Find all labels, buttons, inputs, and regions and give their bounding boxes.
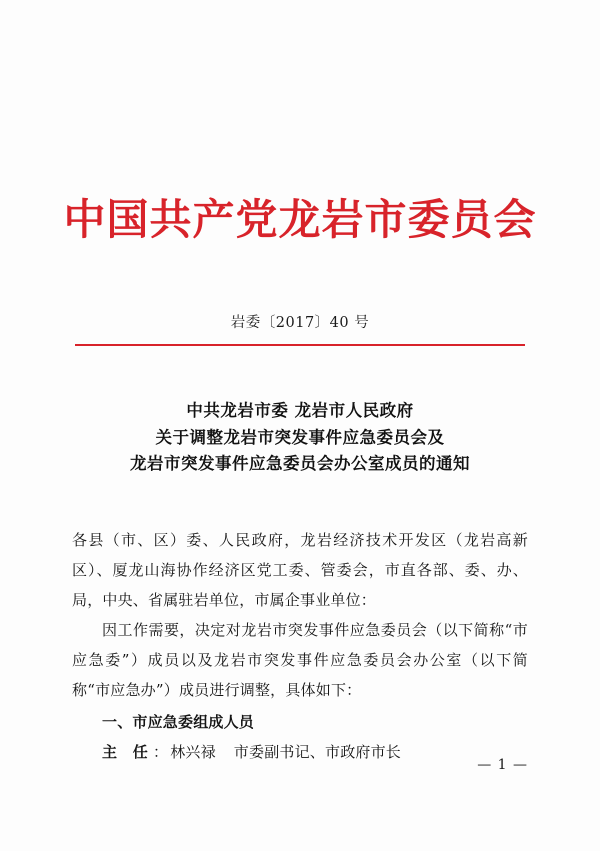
document-title	[0, 398, 600, 478]
section-heading-committee-members: 一、市应急委组成人员	[102, 713, 255, 731]
role-row-director	[72, 737, 528, 767]
red-divider-rule	[75, 344, 525, 346]
paragraph-addressees: 各县（市、区）委、人民政府，龙岩经济技术开发区（龙岩高新区）、厦龙山海协作经济区党工委、管委会，市直各部、委、办、局，中央、省属驻岩单位，市属企事业单位：	[72, 531, 528, 609]
document-number: 岩委〔2017〕40 号	[230, 315, 370, 331]
title-line-3: 龙岩市突发事件应急委员会办公室成员的通知	[130, 454, 470, 474]
role-colon: ：	[152, 743, 169, 761]
page-number: — 1 —	[477, 757, 528, 773]
paragraph-intro: 因工作需要，决定对龙岩市突发事件应急委员会（以下简称“市应急委”）成员以及龙岩市突发事件应急委员会办公室（以下简称“市应急办”）成员进行调整，具体如下：	[72, 621, 528, 699]
role-person-name: 林兴禄	[170, 743, 216, 761]
role-person-position: 市委副书记、市政府市长	[233, 743, 401, 761]
role-label: 主 任	[102, 743, 153, 761]
title-line-2: 关于调整龙岩市突发事件应急委员会及	[155, 427, 445, 447]
document-body	[72, 525, 528, 767]
masthead-title: 中国共产党龙岩市委员会	[63, 195, 537, 244]
masthead	[0, 195, 600, 245]
title-line-1: 中共龙岩市委 龙岩市人民政府	[186, 401, 414, 420]
